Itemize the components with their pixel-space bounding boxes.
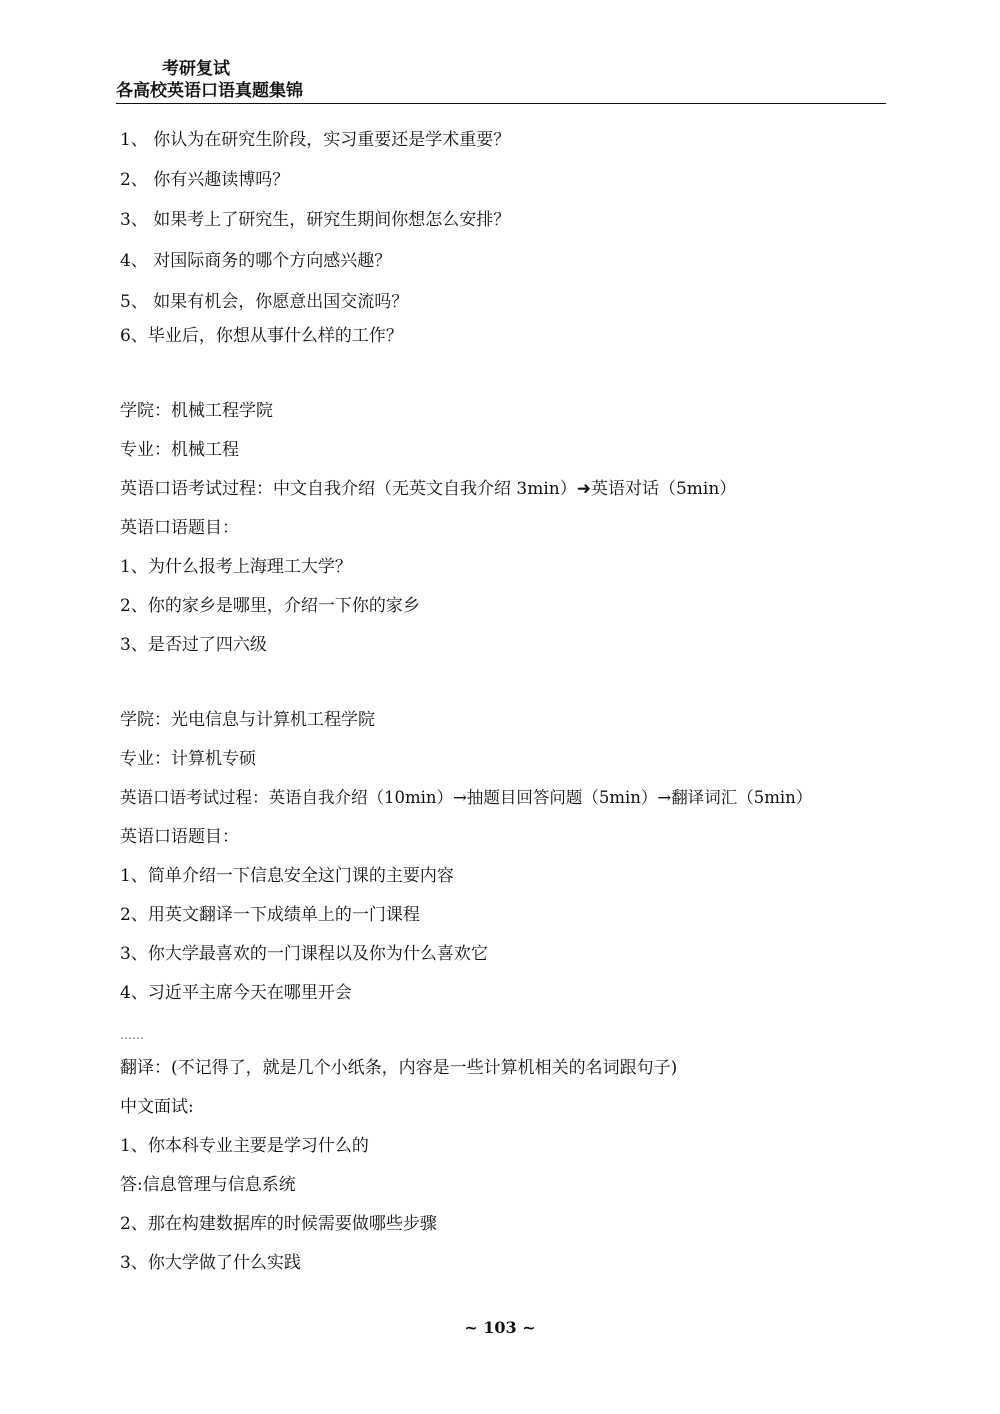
question-item: 3、你大学最喜欢的一门课程以及你为什么喜欢它 — [120, 944, 488, 964]
question-item: 3、是否过了四六级 — [120, 635, 267, 655]
question-item: 2、 你有兴趣读博吗？ — [120, 170, 290, 190]
question-item: 5、 如果有机会，你愿意出国交流吗？ — [120, 292, 409, 312]
major-label: 专业：计算机专硕 — [120, 749, 256, 769]
page-number: ~ 103 ~ — [464, 1318, 536, 1337]
exam-process: 英语口语考试过程：中文自我介绍（无英文自我介绍 3min）➜英语对话（5min） — [120, 479, 737, 499]
questions-heading: 英语口语题目： — [120, 518, 239, 538]
chinese-interview-heading: 中文面试: — [120, 1097, 194, 1117]
header-title-line1: 考研复试 — [162, 59, 230, 79]
question-item: 2、用英文翻译一下成绩单上的一门课程 — [120, 905, 420, 925]
ellipsis: …… — [120, 1028, 144, 1042]
question-item: 1、简单介绍一下信息安全这门课的主要内容 — [120, 866, 454, 886]
question-item: 1、为什么报考上海理工大学？ — [120, 557, 352, 577]
interview-answer: 答:信息管理与信息系统 — [120, 1175, 296, 1195]
interview-item: 3、你大学做了什么实践 — [120, 1253, 301, 1273]
interview-item: 1、你本科专业主要是学习什么的 — [120, 1136, 369, 1156]
question-item: 1、 你认为在研究生阶段，实习重要还是学术重要？ — [120, 130, 511, 150]
college-label: 学院：光电信息与计算机工程学院 — [120, 710, 375, 730]
question-item: 4、习近平主席今天在哪里开会 — [120, 983, 352, 1003]
question-item: 3、 如果考上了研究生，研究生期间你想怎么安排？ — [120, 210, 511, 230]
question-item: 6、毕业后，你想从事什么样的工作？ — [120, 326, 403, 346]
header-title-line2: 各高校英语口语真题集锦 — [116, 81, 303, 101]
exam-process: 英语口语考试过程：英语自我介绍（10min）→抽题目回答问题（5min）→翻译词汇（5min） — [120, 788, 813, 807]
page-header — [116, 58, 886, 102]
translation-note: 翻译：(不记得了，就是几个小纸条，内容是一些计算机相关的名词跟句子) — [120, 1058, 678, 1078]
interview-item: 2、那在构建数据库的时候需要做哪些步骤 — [120, 1214, 437, 1234]
college-label: 学院：机械工程学院 — [120, 401, 273, 421]
questions-heading: 英语口语题目： — [120, 827, 239, 847]
major-label: 专业：机械工程 — [120, 440, 239, 460]
question-item: 2、你的家乡是哪里，介绍一下你的家乡 — [120, 596, 420, 616]
header-divider — [116, 103, 886, 104]
question-item: 4、 对国际商务的哪个方向感兴趣？ — [120, 251, 392, 271]
